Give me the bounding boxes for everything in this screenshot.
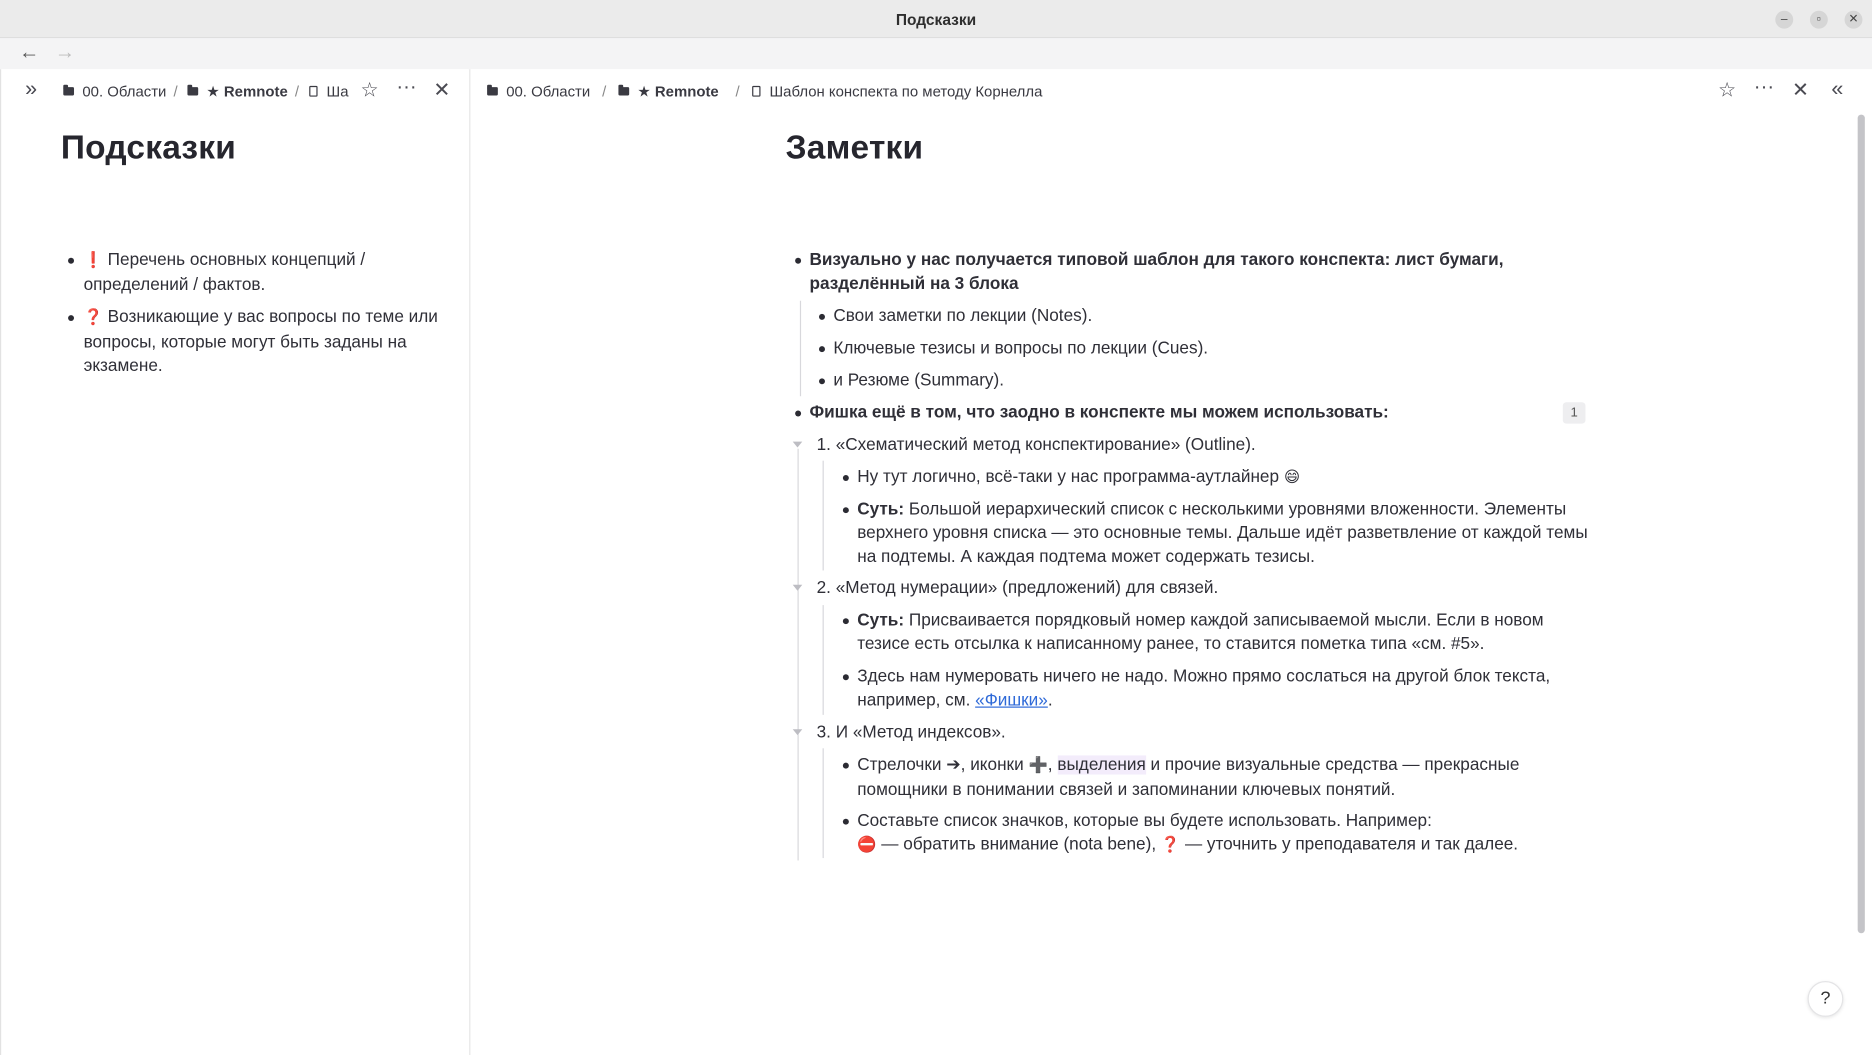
numbered-block[interactable] — [817, 721, 1581, 745]
bullet-dot[interactable] — [843, 763, 849, 769]
outline-block[interactable] — [833, 304, 1597, 328]
forward-arrow-icon[interactable]: → — [54, 40, 76, 64]
star-icon[interactable]: ☆ — [360, 78, 379, 102]
left-pane — [0, 69, 468, 1055]
collapse-toggle-icon[interactable] — [793, 442, 803, 448]
block-text: Составьте список значков, которые вы будете использовать. Например: — [857, 811, 1432, 831]
bullet-dot[interactable] — [795, 411, 801, 417]
bullet-dot[interactable] — [795, 258, 801, 264]
breadcrumb-label: ★ Remnote — [206, 83, 288, 101]
more-options-icon[interactable]: ··· — [1753, 75, 1775, 98]
close-window-icon[interactable]: ✕ — [1845, 11, 1863, 29]
outline-block[interactable] — [857, 753, 1549, 802]
outline-block[interactable] — [857, 465, 1588, 490]
block-text: 2. «Метод нумерации» (предложений) для связей. — [816, 578, 1219, 598]
indent-guide — [823, 748, 824, 858]
block-text: — обратить внимание (nota bene), — [876, 835, 1161, 855]
plus-icon: ➕ — [1028, 756, 1048, 775]
breadcrumb-separator: / — [735, 82, 740, 100]
block-text: Свои заметки по лекции (Notes). — [833, 306, 1093, 326]
scrollbar[interactable] — [1858, 115, 1865, 934]
list-item[interactable] — [68, 248, 438, 297]
bullet-dot[interactable] — [819, 346, 825, 352]
bullet-dot[interactable] — [843, 507, 849, 513]
no-entry-icon: ⛔ — [857, 836, 877, 855]
back-arrow-icon[interactable]: ← — [19, 40, 40, 64]
breadcrumb-separator: / — [294, 82, 300, 100]
outline-block[interactable] — [857, 498, 1588, 570]
collapse-toggle-icon[interactable] — [793, 729, 803, 735]
block-text: и Резюме (Summary). — [833, 371, 1005, 391]
block-text: , иконки — [960, 755, 1029, 775]
list-item-text: Перечень основных концепций / определений / фактов. — [83, 250, 366, 295]
numbered-block[interactable] — [817, 576, 1581, 600]
arrow-icon: ➔ — [946, 755, 961, 775]
list-item-text: Возникающие у вас вопросы по теме или вопросы, которые могут быть заданы на экзамене. — [83, 307, 438, 376]
breadcrumb-item[interactable] — [309, 83, 349, 100]
help-button[interactable]: ? — [1808, 981, 1844, 1017]
block-text: , — [1047, 755, 1058, 775]
indent-guide — [823, 605, 824, 715]
outline-block[interactable] — [809, 248, 1583, 296]
block-text: Стрелочки — [857, 755, 947, 775]
block-label: Суть: — [857, 500, 905, 520]
block-text: и прочие визуальные средства — прекрасные помощники в понимании связей и запоминании ключевых понятий. — [857, 755, 1520, 800]
block-label: Суть: — [857, 611, 905, 631]
outline-block[interactable] — [833, 369, 1597, 393]
breadcrumb — [63, 82, 348, 100]
navigation-bar — [0, 38, 1872, 69]
list-item[interactable] — [68, 306, 438, 379]
bullet-dot[interactable] — [843, 819, 849, 825]
block-text: Большой иерархический список с несколькими уровнями вложенности. Элементы верхнего уровня списка — это основные темы. Дальше идёт разветвление от каждой темы на подтемы. А каждая подтема может содержать тезисы. — [857, 500, 1588, 567]
block-text: Фишка ещё в том, что заодно в конспекте мы можем использовать: — [809, 403, 1389, 423]
question-icon: ❓ — [83, 309, 103, 328]
folder-icon — [63, 87, 74, 95]
grinning-face-icon: 😄 — [1283, 469, 1301, 487]
breadcrumb-label: 00. Области — [82, 82, 167, 100]
breadcrumb-separator: / — [173, 82, 178, 100]
expand-sidebar-icon[interactable]: » — [25, 76, 38, 101]
collapse-sidebar-icon[interactable]: « — [1831, 76, 1844, 101]
indent-guide — [823, 461, 824, 571]
close-pane-icon[interactable]: ✕ — [1792, 78, 1810, 102]
more-options-icon[interactable]: ··· — [396, 75, 417, 98]
indent-guide — [798, 449, 799, 861]
page-title: Подсказки — [60, 128, 237, 166]
block-text: Ключевые тезисы и вопросы по лекции (Cues). — [833, 338, 1209, 359]
right-pane — [469, 69, 1872, 1055]
outline-block[interactable] — [809, 401, 1583, 425]
block-text: 3. И «Метод индексов». — [816, 723, 1006, 743]
folder-icon — [187, 87, 198, 95]
star-icon[interactable]: ☆ — [1717, 78, 1737, 102]
minimize-icon[interactable]: – — [1775, 11, 1793, 29]
block-text-end: . — [1047, 691, 1053, 711]
block-text: 1. «Схематический метод конспектирование» (Outline). — [816, 435, 1256, 455]
bullet-dot[interactable] — [819, 314, 825, 320]
block-reference-link[interactable]: «Фишки» — [975, 691, 1048, 711]
bullet-dot[interactable] — [68, 315, 74, 321]
bullet-dot[interactable] — [843, 475, 849, 481]
breadcrumb-label: 00. Области — [506, 82, 591, 100]
breadcrumb-label: ★ Remnote — [637, 83, 719, 101]
breadcrumb-item[interactable] — [63, 83, 166, 100]
bullet-dot[interactable] — [843, 674, 849, 680]
hint-list — [68, 248, 438, 378]
breadcrumb-label: Ша — [326, 82, 349, 100]
outline — [470, 69, 1855, 1055]
bullet-dot[interactable] — [68, 258, 74, 264]
outline-block[interactable] — [857, 665, 1573, 713]
numbered-block[interactable] — [817, 433, 1581, 457]
collapse-toggle-icon[interactable] — [793, 585, 803, 591]
document-icon — [309, 86, 317, 97]
block-text: Присваивается порядковый номер каждой записываемой мысли. Если в новом тезисе есть отсылка к написанному ранее, то ставится пометка типа «см. #5». — [857, 611, 1544, 655]
outline-block[interactable] — [857, 809, 1588, 858]
block-text: Визуально у нас получается типовой шаблон для такого конспекта: лист бумаги, разделённый на 3 блока — [809, 250, 1504, 294]
highlighted-text: выделения — [1057, 755, 1146, 775]
question-icon: ❓ — [1160, 836, 1181, 855]
block-text: — уточнить у преподавателя и так далее. — [1180, 835, 1519, 855]
breadcrumb-item[interactable] — [187, 82, 287, 100]
bullet-dot[interactable] — [819, 378, 825, 384]
bullet-dot[interactable] — [843, 618, 849, 624]
page-title: Заметки — [785, 128, 924, 166]
block-text: Ну тут логично, всё-таки у нас программа-аутлайнер — [857, 467, 1280, 487]
block-text: Здесь нам нумеровать ничего не надо. Можно прямо сослаться на другой блок текста, например, см. — [857, 667, 1551, 711]
breadcrumb-label: Шаблон конспекта по методу Корнелла — [769, 82, 1043, 100]
exclamation-icon: ❗ — [83, 251, 103, 270]
outline-block[interactable] — [833, 337, 1597, 361]
maximize-icon[interactable]: ▫ — [1810, 11, 1828, 29]
reference-count-badge[interactable]: 1 — [1563, 402, 1586, 423]
window-title: Подсказки — [895, 10, 977, 29]
close-pane-icon[interactable]: ✕ — [433, 78, 451, 102]
breadcrumb-separator: / — [602, 82, 607, 100]
indent-guide — [800, 301, 801, 396]
outline-block[interactable] — [857, 609, 1573, 657]
window-titlebar — [0, 0, 1872, 38]
